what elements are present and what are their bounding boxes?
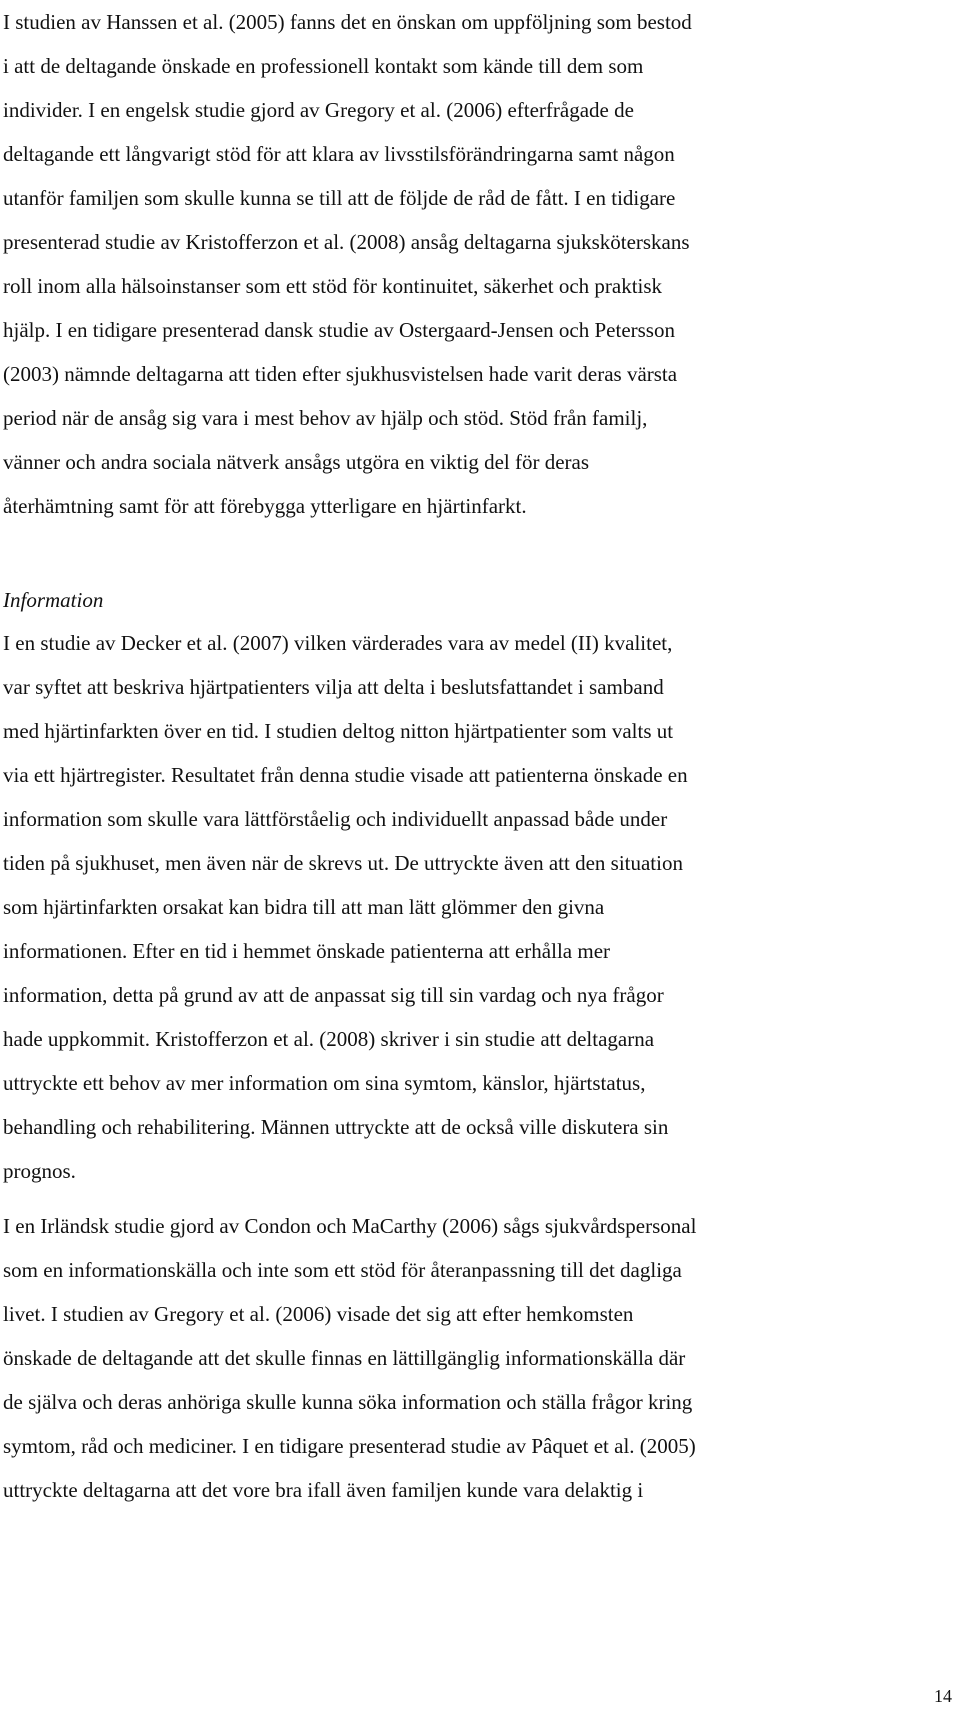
text-line: deltagande ett långvarigt stöd för att klara av livsstilsförändringarna samt någon xyxy=(3,142,675,166)
text-line: uttryckte deltagarna att det vore bra ifall även familjen kunde vara delaktig i xyxy=(3,1478,644,1502)
text-line: I en Irländsk studie gjord av Condon och MaCarthy (2006) sågs sjukvårdspersonal xyxy=(3,1214,697,1238)
text-line: önskade de deltagande att det skulle finnas en lättillgänglig informationskälla där xyxy=(3,1346,686,1370)
text-line: I studien av Hanssen et al. (2005) fanns det en önskan om uppföljning som bestod xyxy=(3,10,692,34)
section-heading: Information xyxy=(3,588,104,612)
text-line: period när de ansåg sig vara i mest behov av hjälp och stöd. Stöd från familj, xyxy=(3,406,648,430)
text-line: hjälp. I en tidigare presenterad dansk studie av Ostergaard-Jensen och Petersson xyxy=(3,318,675,342)
text-line: informationen. Efter en tid i hemmet önskade patienterna att erhålla mer xyxy=(3,939,611,963)
text-line: med hjärtinfarkten över en tid. I studien deltog nitton hjärtpatienter som valts ut xyxy=(3,719,674,743)
text-line: (2003) nämnde deltagarna att tiden efter sjukhusvistelsen hade varit deras värsta xyxy=(3,362,678,386)
text-line: som hjärtinfarkten orsakat kan bidra till att man lätt glömmer den givna xyxy=(3,895,605,919)
text-line: via ett hjärtregister. Resultatet från denna studie visade att patienterna önskade en xyxy=(3,763,688,787)
text-line: i att de deltagande önskade en professionell kontakt som kände till dem som xyxy=(3,54,644,78)
text-line: uttryckte ett behov av mer information om sina symtom, känslor, hjärtstatus, xyxy=(3,1071,646,1095)
text-line: information, detta på grund av att de anpassat sig till sin vardag och nya frågor xyxy=(3,983,664,1007)
page-number: 14 xyxy=(934,1686,952,1706)
text-line: utanför familjen som skulle kunna se till att de följde de råd de fått. I en tidigare xyxy=(3,186,676,210)
text-line: symtom, råd och mediciner. I en tidigare presenterad studie av Pâquet et al. (2005) xyxy=(3,1434,696,1458)
text-line: vänner och andra sociala nätverk ansågs utgöra en viktig del för deras xyxy=(3,450,590,474)
paragraph-2 xyxy=(3,621,948,1193)
paragraph-1 xyxy=(3,0,948,528)
text-line: livet. I studien av Gregory et al. (2006) visade det sig att efter hemkomsten xyxy=(3,1302,634,1326)
text-line: var syftet att beskriva hjärtpatienters vilja att delta i beslutsfattandet i samband xyxy=(3,675,664,699)
text-line: återhämtning samt för att förebygga ytterligare en hjärtinfarkt. xyxy=(3,494,527,518)
text-line: I en studie av Decker et al. (2007) vilken värderades vara av medel (II) kvalitet, xyxy=(3,631,673,655)
text-line: roll inom alla hälsoinstanser som ett stöd för kontinuitet, säkerhet och praktisk xyxy=(3,274,663,298)
text-line: individer. I en engelsk studie gjord av Gregory et al. (2006) efterfrågade de xyxy=(3,98,634,122)
text-line: tiden på sjukhuset, men även när de skrevs ut. De uttryckte även att den situation xyxy=(3,851,683,875)
text-line: hade uppkommit. Kristofferzon et al. (2008) skriver i sin studie att deltagarna xyxy=(3,1027,655,1051)
text-line: information som skulle vara lättförståelig och individuellt anpassad både under xyxy=(3,807,668,831)
text-line: de själva och deras anhöriga skulle kunna söka information och ställa frågor kring xyxy=(3,1390,693,1414)
paragraph-3 xyxy=(3,1204,948,1512)
text-line: behandling och rehabilitering. Männen uttryckte att de också ville diskutera sin xyxy=(3,1115,669,1139)
text-line: prognos. xyxy=(3,1159,76,1183)
text-line: presenterad studie av Kristofferzon et al. (2008) ansåg deltagarna sjuksköterskans xyxy=(3,230,690,254)
text-line: som en informationskälla och inte som ett stöd för återanpassning till det dagliga xyxy=(3,1258,682,1282)
